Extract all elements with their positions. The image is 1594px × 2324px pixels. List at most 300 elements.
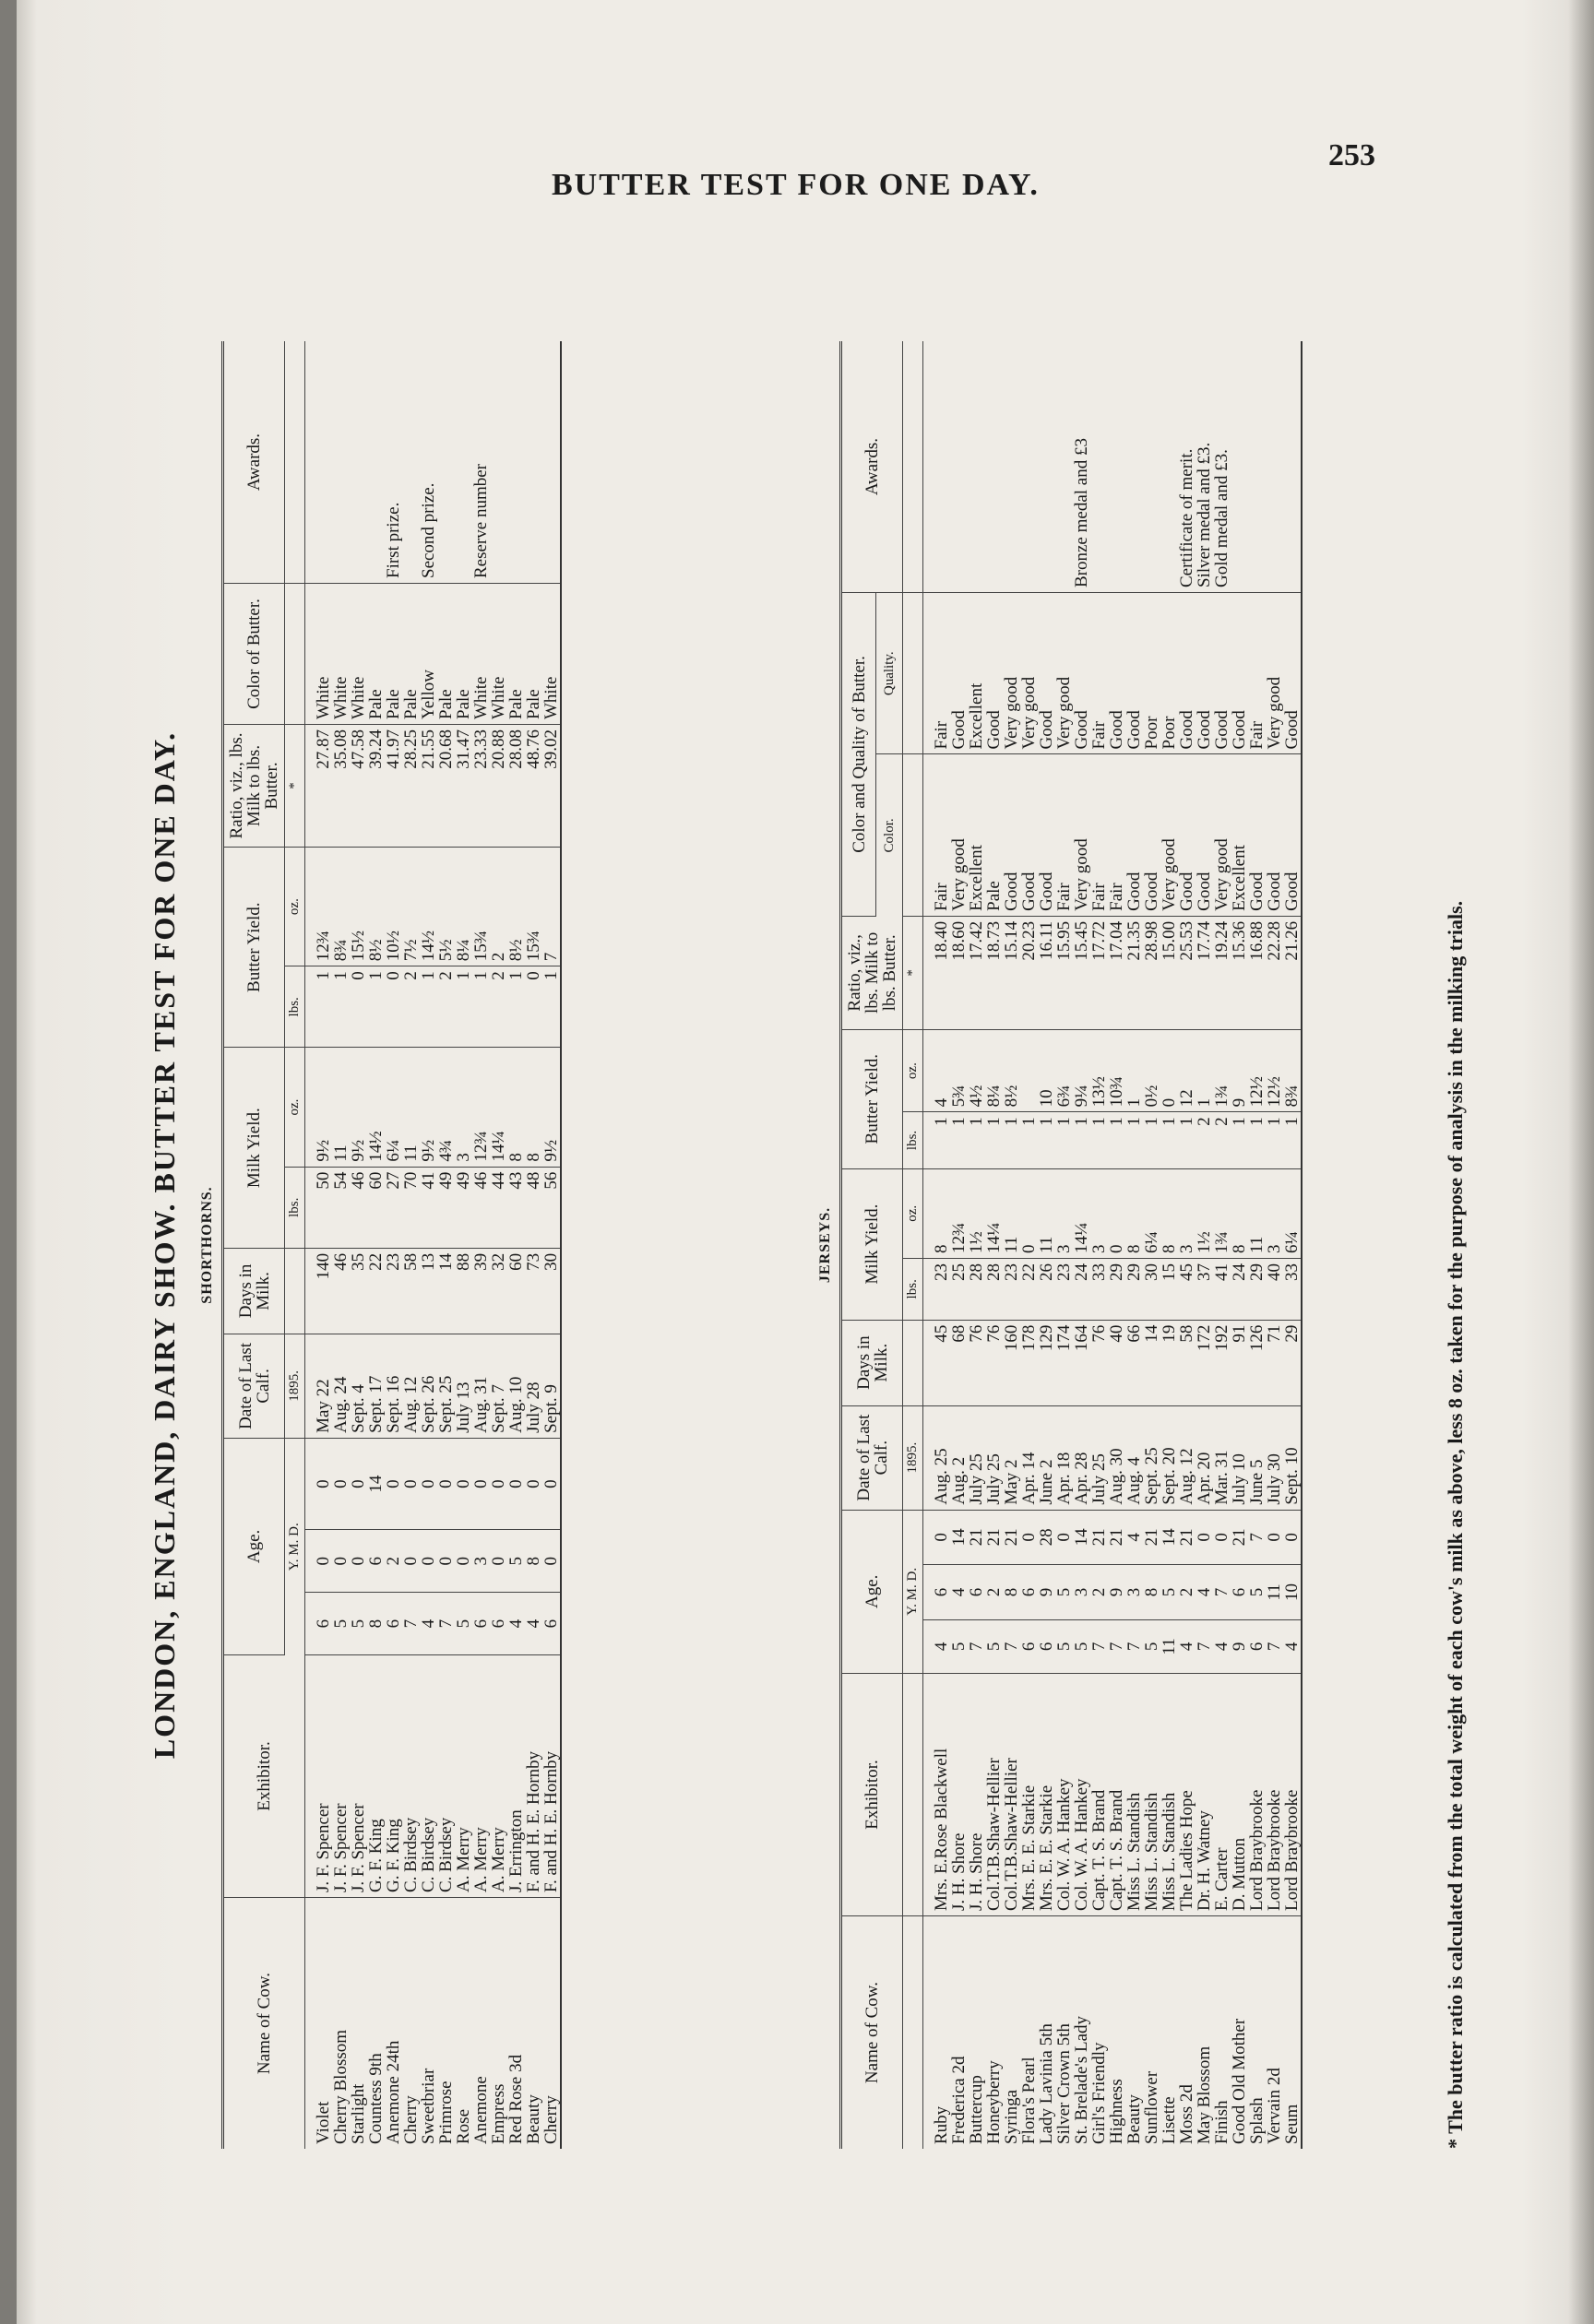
- cell-award: [315, 341, 332, 584]
- cell-calf: Aug. 10: [507, 1334, 525, 1438]
- cell-m: 6: [968, 1565, 985, 1620]
- table-row: [968, 341, 985, 2149]
- cell-milk-oz: 6¼: [1143, 1168, 1160, 1258]
- cell-m: 0: [437, 1530, 455, 1593]
- cell-quality: Good: [1038, 593, 1055, 754]
- cell-d: 0: [1213, 1510, 1231, 1565]
- subheader-blank: [903, 754, 923, 916]
- header-butter-yield: Butter Yield.: [841, 1029, 903, 1168]
- cell-calf: Mar. 31: [1213, 1405, 1231, 1510]
- cell-ratio: 21.35: [1125, 916, 1143, 1029]
- cell-milk-lbs: 29: [1248, 1258, 1266, 1320]
- cell-name: Flora's Pearl: [1019, 2057, 1039, 2144]
- cell-butter-lbs: 1: [1108, 1112, 1125, 1168]
- cell-m: 8: [1143, 1565, 1160, 1620]
- cell-d: 0: [385, 1438, 402, 1529]
- table-row: [1231, 341, 1248, 2149]
- cell-d: 4: [1125, 1510, 1143, 1565]
- cell-butter-lbs: 1: [1073, 1112, 1090, 1168]
- jerseys-table: [839, 341, 1303, 2149]
- cell-butter-oz: 4½: [968, 1029, 985, 1112]
- cell-milk-lbs: 43: [507, 1167, 525, 1248]
- cell-y: 5: [455, 1593, 472, 1655]
- cell-milk-oz: 11: [1248, 1168, 1266, 1258]
- table-row: [1143, 341, 1160, 2149]
- cell-d: 0: [933, 1510, 950, 1565]
- cell-milk-lbs: 56: [542, 1167, 561, 1248]
- cell-exhibitor: C. Birdsey: [420, 1655, 437, 1898]
- cell-d: 0: [1055, 1510, 1073, 1565]
- cell-m: 5: [1055, 1565, 1073, 1620]
- cell-y: 6: [472, 1593, 490, 1655]
- cell-d: 0: [350, 1438, 367, 1529]
- cell-d: 0: [472, 1438, 490, 1529]
- shorthorns-section-label: SHORTHORNS.: [199, 1186, 215, 1304]
- cell-award: [950, 341, 968, 593]
- cell-days: 22: [367, 1248, 385, 1334]
- cell-award: [1283, 341, 1302, 593]
- cell-exhibitor: Capt. T. S. Brand: [1090, 1674, 1108, 1916]
- cell-milk-oz: 14½: [367, 1048, 385, 1167]
- subheader-ymd: Y. M. D.: [903, 1510, 923, 1673]
- cell-ratio: 28.08: [507, 725, 525, 848]
- cell-exhibitor: Miss L. Standish: [1160, 1674, 1178, 1916]
- jerseys-section-label: JERSEYS.: [817, 1206, 833, 1284]
- cell-butter-lbs: 2: [1196, 1112, 1213, 1168]
- table-row: [437, 341, 455, 2149]
- cell-exhibitor: The Ladies Hope: [1178, 1674, 1196, 1916]
- cell-color: White: [332, 584, 350, 725]
- cell-butter-oz: 8¼: [985, 1029, 1003, 1112]
- cell-days: 140: [315, 1248, 332, 1334]
- cell-milk-oz: 8: [933, 1168, 950, 1258]
- cell-ratio: 17.04: [1108, 916, 1125, 1029]
- cell-color: Very good: [1160, 754, 1178, 916]
- cell-butter-oz: 0½: [1143, 1029, 1160, 1112]
- cell-color: Pale: [525, 584, 542, 725]
- cell-ratio: 21.26: [1283, 916, 1302, 1029]
- cell-ratio: 15.00: [1160, 916, 1178, 1029]
- subheader-year: 1895.: [903, 1405, 923, 1510]
- cell-quality: Fair: [1248, 593, 1266, 754]
- cell-exhibitor: J. H. Shore: [950, 1674, 968, 1916]
- header-milk-yield: Milk Yield.: [223, 1048, 285, 1248]
- cell-y: 9: [1231, 1619, 1248, 1673]
- cell-milk-lbs: 30: [1143, 1258, 1160, 1320]
- cell-butter-oz: 13½: [1090, 1029, 1108, 1112]
- cell-quality: Good: [1178, 593, 1196, 754]
- cell-days: 35: [350, 1248, 367, 1334]
- cell-name: Primrose: [436, 2081, 456, 2144]
- cell-name: Countess 9th: [366, 2053, 386, 2144]
- cell-color: Good: [1038, 754, 1055, 916]
- cell-award: [367, 341, 385, 584]
- cell-m: 9: [1108, 1565, 1125, 1620]
- cell-ratio: 22.28: [1266, 916, 1283, 1029]
- cell-exhibitor: F. and H. E. Hornby: [542, 1655, 561, 1898]
- table-row: [1213, 341, 1231, 2149]
- cell-days: 58: [1178, 1320, 1196, 1405]
- cell-award: [332, 341, 350, 584]
- cell-award: Silver medal and £3.: [1196, 341, 1213, 593]
- cell-quality: Good: [1125, 593, 1143, 754]
- cell-butter-oz: 14½: [420, 848, 437, 966]
- cell-calf: Apr. 28: [1073, 1405, 1090, 1510]
- cell-milk-lbs: 29: [1125, 1258, 1143, 1320]
- cell-award: [1003, 341, 1020, 593]
- cell-butter-lbs: 1: [1248, 1112, 1266, 1168]
- cell-name: May Blossom: [1195, 2045, 1214, 2144]
- cell-quality: Very good: [1055, 593, 1073, 754]
- cell-award: Second prize.: [420, 341, 437, 584]
- header-butter-yield: Butter Yield.: [223, 848, 285, 1048]
- cell-color: Pale: [507, 584, 525, 725]
- cell-calf: July 28: [525, 1334, 542, 1438]
- cell-butter-oz: 8½: [1003, 1029, 1020, 1112]
- cell-d: 0: [542, 1438, 561, 1529]
- cell-butter-oz: 15½: [350, 848, 367, 966]
- cell-butter-oz: 10: [1038, 1029, 1055, 1112]
- cell-butter-lbs: 1: [367, 966, 385, 1048]
- cell-calf: Apr. 14: [1020, 1405, 1038, 1510]
- cell-milk-oz: 11: [402, 1048, 420, 1167]
- header-days-in-milk: Days in Milk.: [841, 1320, 903, 1405]
- cell-butter-oz: 9: [1231, 1029, 1248, 1112]
- cell-butter-lbs: 1: [1125, 1112, 1143, 1168]
- cell-exhibitor: J. F. Spencer: [350, 1655, 367, 1898]
- cell-y: 4: [1283, 1619, 1302, 1673]
- cell-butter-oz: 15¾: [525, 848, 542, 966]
- cell-exhibitor: J. Errington: [507, 1655, 525, 1898]
- cell-award: [1160, 341, 1178, 593]
- cell-milk-lbs: 60: [367, 1167, 385, 1248]
- cell-calf: July 10: [1231, 1405, 1248, 1510]
- cell-milk-lbs: 40: [1266, 1258, 1283, 1320]
- cell-y: 5: [1055, 1619, 1073, 1673]
- cell-butter-oz: 2: [490, 848, 507, 966]
- cell-milk-oz: 8: [1125, 1168, 1143, 1258]
- cell-y: 7: [402, 1593, 420, 1655]
- cell-award: [542, 341, 561, 584]
- cell-d: 21: [1143, 1510, 1160, 1565]
- cell-quality: Poor: [1160, 593, 1178, 754]
- cell-butter-oz: 12¾: [315, 848, 332, 966]
- cell-milk-lbs: 37: [1196, 1258, 1213, 1320]
- cell-color: Good: [1143, 754, 1160, 916]
- cell-calf: Aug. 25: [933, 1405, 950, 1510]
- cell-d: 21: [985, 1510, 1003, 1565]
- cell-name: Finish: [1212, 2100, 1231, 2144]
- cell-y: 7: [1108, 1619, 1125, 1673]
- cell-butter-oz: 0: [1160, 1029, 1178, 1112]
- table-row: [985, 341, 1003, 2149]
- cell-butter-lbs: 1: [315, 966, 332, 1048]
- cell-award: [490, 341, 507, 584]
- cell-butter-lbs: 0: [350, 966, 367, 1048]
- subheader-butter-oz: oz.: [903, 1029, 923, 1112]
- cell-calf: Aug. 2: [950, 1405, 968, 1510]
- cell-color: Pale: [455, 584, 472, 725]
- cell-d: 0: [525, 1438, 542, 1529]
- cell-milk-oz: 4¾: [437, 1048, 455, 1167]
- cell-d: 21: [968, 1510, 985, 1565]
- cell-color: Fair: [1090, 754, 1108, 916]
- cell-days: 40: [1108, 1320, 1125, 1405]
- cell-award: [968, 341, 985, 593]
- cell-name: Girl's Friendly: [1089, 2042, 1109, 2144]
- cell-milk-lbs: 45: [1178, 1258, 1196, 1320]
- cell-m: 0: [350, 1530, 367, 1593]
- table-row: [1055, 341, 1073, 2149]
- cell-m: 5: [507, 1530, 525, 1593]
- cell-award: [985, 341, 1003, 593]
- cell-calf: Sept. 10: [1283, 1405, 1302, 1510]
- header-color-and-quality: Color and Quality of Butter.: [841, 593, 876, 917]
- cell-name: Silver Crown 5th: [1054, 2023, 1074, 2144]
- cell-milk-oz: 9½: [542, 1048, 561, 1167]
- cell-y: 5: [1073, 1619, 1090, 1673]
- cell-ratio: 28.25: [402, 725, 420, 848]
- header-ratio: Ratio, viz., lbs. Milk to lbs. Butter.: [223, 725, 285, 848]
- cell-color: White: [542, 584, 561, 725]
- cell-butter-lbs: 1: [1038, 1112, 1055, 1168]
- cell-quality: Good: [1196, 593, 1213, 754]
- cell-name: Seum: [1282, 2104, 1302, 2144]
- cell-quality: Excellent: [968, 593, 985, 754]
- cell-milk-oz: 8: [525, 1048, 542, 1167]
- cell-calf: Sept. 16: [385, 1334, 402, 1438]
- cell-ratio: 16.11: [1038, 916, 1055, 1029]
- cell-butter-lbs: 1: [1160, 1112, 1178, 1168]
- cell-m: 6: [367, 1530, 385, 1593]
- cell-butter-oz: 6¾: [1055, 1029, 1073, 1112]
- cell-m: 3: [1125, 1565, 1143, 1620]
- cell-calf: Aug. 12: [402, 1334, 420, 1438]
- cell-milk-oz: 9½: [315, 1048, 332, 1167]
- cell-award: Reserve number: [472, 341, 490, 584]
- cell-color: Excellent: [1231, 754, 1248, 916]
- cell-ratio: 17.42: [968, 916, 985, 1029]
- cell-milk-oz: 0: [1020, 1168, 1038, 1258]
- cell-butter-oz: 8½: [367, 848, 385, 966]
- cell-y: 6: [1038, 1619, 1055, 1673]
- cell-name: Honeyberry: [984, 2060, 1004, 2144]
- cell-butter-lbs: 2: [490, 966, 507, 1048]
- cell-m: 2: [985, 1565, 1003, 1620]
- cell-milk-oz: 12¾: [472, 1048, 490, 1167]
- cell-d: 14: [950, 1510, 968, 1565]
- cell-name: Syringa: [1002, 2089, 1021, 2144]
- cell-ratio: 23.33: [472, 725, 490, 848]
- cell-days: 14: [1143, 1320, 1160, 1405]
- cell-milk-oz: 3: [1178, 1168, 1196, 1258]
- table-row: [1108, 341, 1125, 2149]
- cell-d: 0: [420, 1438, 437, 1529]
- cell-y: 4: [1213, 1619, 1231, 1673]
- cell-name: Beauty: [1124, 2094, 1144, 2144]
- cell-m: 0: [542, 1530, 561, 1593]
- cell-ratio: 15.45: [1073, 916, 1090, 1029]
- table-row: [1020, 341, 1038, 2149]
- cell-butter-lbs: 1: [1266, 1112, 1283, 1168]
- cell-y: 7: [968, 1619, 985, 1673]
- cell-quality: Poor: [1143, 593, 1160, 754]
- cell-name: Violet: [314, 2101, 333, 2144]
- cell-d: 21: [1178, 1510, 1196, 1565]
- cell-days: 58: [402, 1248, 420, 1334]
- header-date-of-last-calf: Date of Last Calf.: [223, 1334, 285, 1438]
- cell-days: 91: [1231, 1320, 1248, 1405]
- cell-d: 21: [1108, 1510, 1125, 1565]
- cell-days: 66: [1125, 1320, 1143, 1405]
- cell-milk-lbs: 25: [950, 1258, 968, 1320]
- cell-quality: Good: [985, 593, 1003, 754]
- cell-name: Buttercup: [967, 2075, 986, 2144]
- cell-butter-lbs: 1: [1003, 1112, 1020, 1168]
- page-number: 253: [1328, 138, 1375, 172]
- cell-calf: Aug. 24: [332, 1334, 350, 1438]
- subheader-blank: [285, 584, 305, 725]
- subheader-blank: [903, 1320, 923, 1405]
- page-binding-shadow: [0, 0, 17, 2324]
- cell-exhibitor: G. F. King: [385, 1655, 402, 1898]
- cell-color: Pale: [367, 584, 385, 725]
- table-row: [350, 341, 367, 2149]
- cell-milk-oz: 1½: [968, 1168, 985, 1258]
- cell-ratio: 18.40: [933, 916, 950, 1029]
- cell-d: 0: [507, 1438, 525, 1529]
- cell-name: Anemone: [471, 2076, 491, 2144]
- cell-milk-lbs: 24: [1231, 1258, 1248, 1320]
- cell-award: [1231, 341, 1248, 593]
- table-row: [1090, 341, 1108, 2149]
- cell-m: 10: [1283, 1565, 1302, 1620]
- cell-milk-lbs: 28: [985, 1258, 1003, 1320]
- table-row: [1196, 341, 1213, 2149]
- cell-color: Good: [1178, 754, 1196, 916]
- cell-color: Good: [1020, 754, 1038, 916]
- cell-ratio: 17.72: [1090, 916, 1108, 1029]
- cell-name: Anemone 24th: [384, 2040, 403, 2144]
- cell-calf: July 25: [1090, 1405, 1108, 1510]
- cell-milk-oz: 9½: [350, 1048, 367, 1167]
- cell-butter-lbs: 1: [1231, 1112, 1248, 1168]
- table-row: [472, 341, 490, 2149]
- cell-milk-oz: 3: [455, 1048, 472, 1167]
- cell-name: Sunflower: [1142, 2070, 1161, 2144]
- cell-exhibitor: Col. W. A. Hankey: [1073, 1674, 1090, 1916]
- cell-m: 3: [1073, 1565, 1090, 1620]
- cell-quality: Very good: [1003, 593, 1020, 754]
- cell-butter-oz: 15¾: [472, 848, 490, 966]
- cell-exhibitor: Col. W. A. Hankey: [1055, 1674, 1073, 1916]
- cell-butter-oz: 7½: [402, 848, 420, 966]
- cell-butter-oz: 8¼: [455, 848, 472, 966]
- cell-award: [1125, 341, 1143, 593]
- cell-award: [1108, 341, 1125, 593]
- cell-award: [402, 341, 420, 584]
- cell-ratio: 15.36: [1231, 916, 1248, 1029]
- cell-days: 126: [1248, 1320, 1266, 1405]
- cell-butter-lbs: 1: [1020, 1112, 1038, 1168]
- cell-name: Empress: [489, 2083, 508, 2144]
- cell-butter-lbs: 2: [402, 966, 420, 1048]
- subheader-blank: [285, 1248, 305, 1334]
- cell-milk-oz: 12¾: [950, 1168, 968, 1258]
- cell-butter-oz: 1¾: [1213, 1029, 1231, 1112]
- cell-d: 21: [1003, 1510, 1020, 1565]
- cell-m: 0: [455, 1530, 472, 1593]
- cell-y: 5: [332, 1593, 350, 1655]
- cell-y: 5: [950, 1619, 968, 1673]
- cell-m: 8: [525, 1530, 542, 1593]
- cell-name: Cherry: [541, 2095, 561, 2144]
- cell-ratio: 15.14: [1003, 916, 1020, 1029]
- cell-days: 160: [1003, 1320, 1020, 1405]
- cell-ratio: 25.53: [1178, 916, 1196, 1029]
- cell-d: 0: [402, 1438, 420, 1529]
- cell-color: Very good: [1073, 754, 1090, 916]
- cell-milk-oz: 3: [1266, 1168, 1283, 1258]
- cell-butter-oz: 9¼: [1073, 1029, 1090, 1112]
- table-row: [1283, 341, 1302, 2149]
- cell-award: [1038, 341, 1055, 593]
- cell-milk-oz: 14¼: [490, 1048, 507, 1167]
- cell-milk-lbs: 49: [437, 1167, 455, 1248]
- cell-y: 7: [1090, 1619, 1108, 1673]
- cell-milk-lbs: 24: [1073, 1258, 1090, 1320]
- cell-butter-oz: 8¾: [1283, 1029, 1302, 1112]
- cell-name: Splash: [1247, 2097, 1267, 2144]
- cell-days: 73: [525, 1248, 542, 1334]
- cell-milk-lbs: 41: [1213, 1258, 1231, 1320]
- cell-butter-oz: 12: [1178, 1029, 1196, 1112]
- cell-ratio: 20.68: [437, 725, 455, 848]
- rotated-table-area: [148, 231, 1494, 2149]
- cell-name: Lady Lavinia 5th: [1037, 2023, 1056, 2144]
- cell-milk-oz: 11: [332, 1048, 350, 1167]
- cell-y: 7: [437, 1593, 455, 1655]
- cell-color: Pale: [385, 584, 402, 725]
- cell-color: Good: [1196, 754, 1213, 916]
- cell-butter-lbs: 1: [332, 966, 350, 1048]
- cell-d: 21: [1231, 1510, 1248, 1565]
- cell-butter-lbs: 1: [420, 966, 437, 1048]
- cell-quality: Good: [1108, 593, 1125, 754]
- cell-award: Certificate of merit.: [1178, 341, 1196, 593]
- cell-quality: Very good: [1020, 593, 1038, 754]
- cell-m: 4: [950, 1565, 968, 1620]
- cell-m: 5: [1160, 1565, 1178, 1620]
- cell-quality: Fair: [1090, 593, 1108, 754]
- cell-calf: Apr. 20: [1196, 1405, 1213, 1510]
- cell-butter-oz: 7: [542, 848, 561, 966]
- cell-butter-lbs: 1: [1283, 1112, 1302, 1168]
- cell-name: Moss 2d: [1177, 2084, 1196, 2144]
- cell-quality: Good: [1073, 593, 1090, 754]
- cell-butter-lbs: 1: [542, 966, 561, 1048]
- cell-butter-lbs: 1: [1143, 1112, 1160, 1168]
- cell-award: First prize.: [385, 341, 402, 584]
- cell-milk-lbs: 29: [1108, 1258, 1125, 1320]
- cell-color: Excellent: [968, 754, 985, 916]
- cell-ratio: 41.97: [385, 725, 402, 848]
- cell-color: White: [490, 584, 507, 725]
- cell-d: 14: [1160, 1510, 1178, 1565]
- shorthorns-rows: [305, 341, 562, 2149]
- cell-calf: Sept. 20: [1160, 1405, 1178, 1510]
- cell-color: Fair: [1108, 754, 1125, 916]
